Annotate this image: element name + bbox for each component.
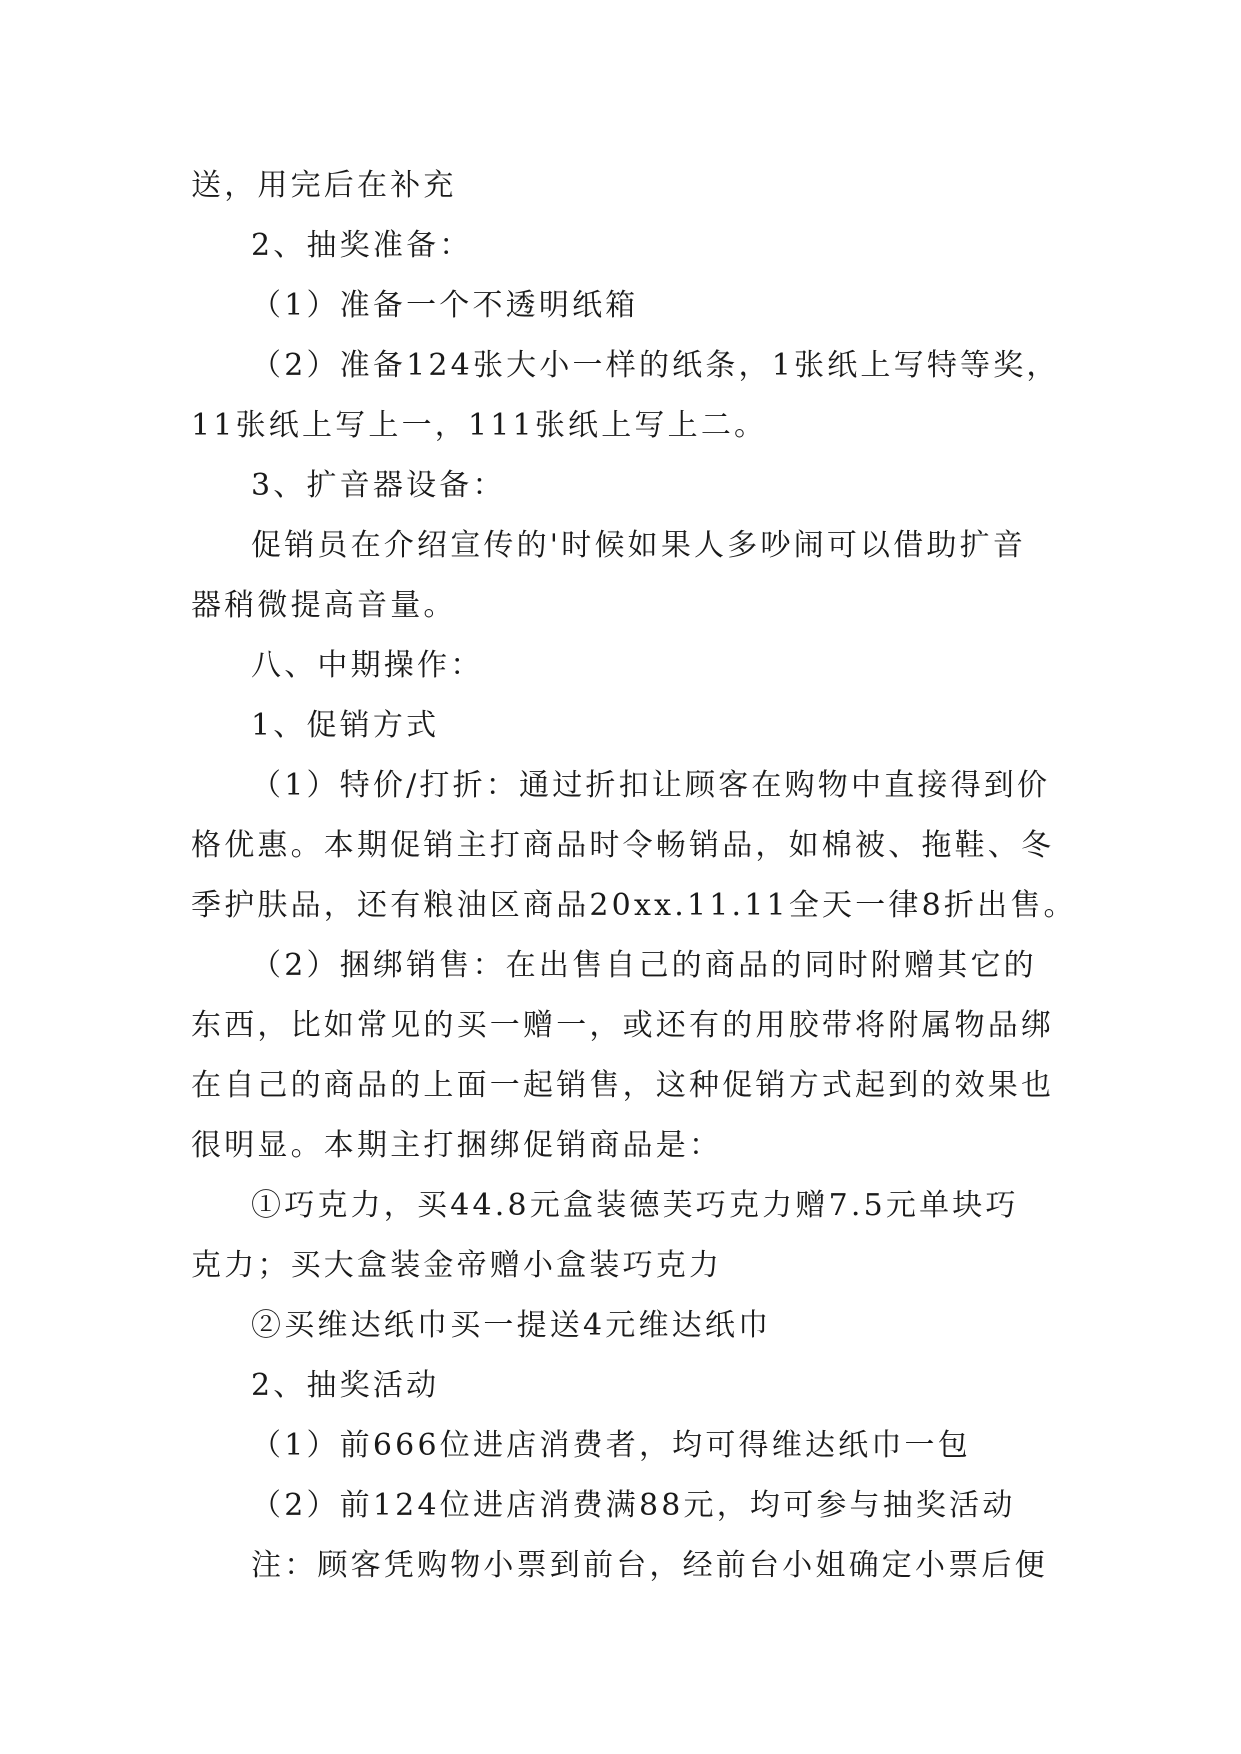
text-line-9: 八、中期操作：: [251, 648, 484, 683]
text-line-15: 东西，比如常见的买一赠一，或还有的用胶带将附属物品绑: [191, 1008, 1055, 1043]
text-line-14: （2）捆绑销售：在出售自己的商品的同时附赠其它的: [251, 948, 1037, 983]
text-line-4: （2）准备124张大小一样的纸条，1张纸上写特等奖，: [251, 348, 1060, 383]
text-line-17: 很明显。本期主打捆绑促销商品是：: [191, 1128, 723, 1163]
text-line-23: （2）前124位进店消费满88元，均可参与抽奖活动: [251, 1488, 1016, 1523]
text-line-10: 1、促销方式: [251, 708, 440, 743]
text-line-12: 格优惠。本期促销主打商品时令畅销品，如棉被、拖鞋、冬: [191, 828, 1055, 863]
text-line-19: 克力；买大盒装金帝赠小盒装巧克力: [191, 1248, 723, 1283]
text-line-16: 在自己的商品的上面一起销售，这种促销方式起到的效果也: [191, 1068, 1055, 1103]
text-line-20: ②买维达纸巾买一提送4元维达纸巾: [251, 1308, 772, 1343]
text-line-8: 器稍微提高音量。: [191, 588, 457, 623]
text-line-21: 2、抽奖活动: [251, 1368, 440, 1403]
text-line-5: 11张纸上写上一，111张纸上写上二。: [191, 408, 768, 443]
text-line-6: 3、扩音器设备：: [251, 468, 506, 503]
text-line-24: 注：顾客凭购物小票到前台，经前台小姐确定小票后便: [251, 1548, 1048, 1583]
text-line-22: （1）前666位进店消费者，均可得维达纸巾一包: [251, 1428, 971, 1463]
text-line-1: 送，用完后在补充: [191, 168, 457, 203]
document-body: [191, 156, 1077, 1596]
text-line-18: ①巧克力，买44.8元盒装德芙巧克力赠7.5元单块巧: [251, 1188, 1019, 1223]
text-line-13: 季护肤品，还有粮油区商品20xx.11.11全天一律8折出售。: [191, 888, 1077, 923]
text-line-3: （1）准备一个不透明纸箱: [251, 288, 639, 323]
text-line-11: （1）特价/打折：通过折扣让顾客在购物中直接得到价: [251, 768, 1051, 803]
text-line-7: 促销员在介绍宣传的'时候如果人多吵闹可以借助扩音: [251, 528, 1027, 563]
text-line-2: 2、抽奖准备：: [251, 228, 473, 263]
